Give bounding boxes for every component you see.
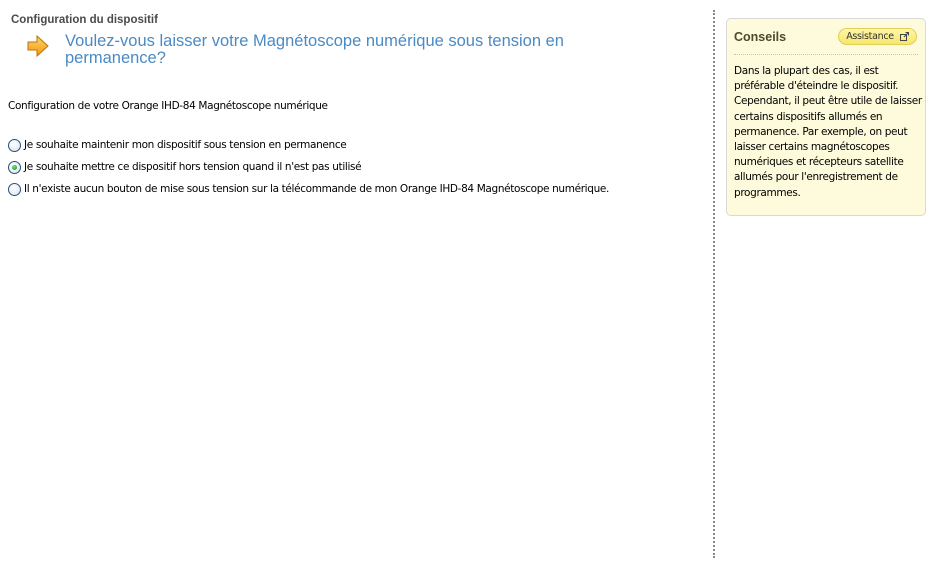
radio-always-on[interactable] [8,139,21,152]
tips-title: Conseils [734,30,787,44]
device-config-label: Configuration de votre Orange IHD-84 Magnétoscope numérique [8,100,328,112]
panel-divider [713,10,715,558]
option-label[interactable]: Je souhaite maintenir mon dispositif sous tension en permanence [24,139,347,151]
assistance-label[interactable]: Assistance [846,31,894,42]
power-option-group [8,134,609,200]
option-label[interactable]: Je souhaite mettre ce dispositif hors tension quand il n'est pas utilisé [24,161,362,173]
tips-separator [734,54,918,55]
arrow-right-icon [26,34,50,58]
tips-body: Dans la plupart des cas, il est préférable d'éteindre le dispositif. Cependant, il peut être utile de laisser certains dispositifs allumés en permanence. Par exemple, on peut laisser certains magnétoscopes numériques et récepteurs satellite allumés pour l'enregistrement de programmes. [734,65,922,199]
option-label[interactable]: Il n'existe aucun bouton de mise sous tension sur la télécommande de mon Orange IHD-84 Magnétoscope numérique. [24,183,609,195]
assistance-button[interactable] [838,28,917,45]
external-link-icon [900,32,909,41]
tips-panel [726,18,926,216]
radio-power-off-when-unused[interactable] [8,161,21,174]
option-always-on[interactable] [8,134,609,156]
section-label: Configuration du dispositif [11,14,158,26]
option-power-off-when-unused[interactable] [8,156,609,178]
option-no-power-button[interactable] [8,178,609,200]
page-title: Voulez-vous laisser votre Magnétoscope numérique sous tension en permanence? [65,32,564,67]
radio-no-power-button[interactable] [8,183,21,196]
